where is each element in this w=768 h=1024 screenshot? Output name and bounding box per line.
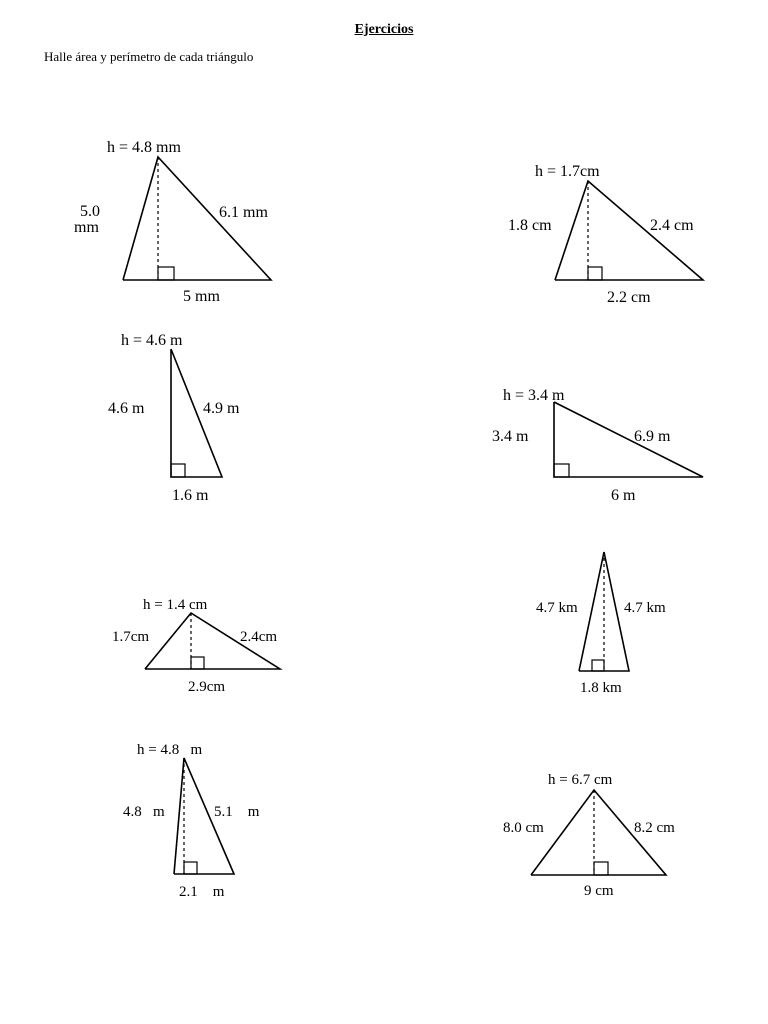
t5-side-label-right: 2.4cm (240, 629, 278, 645)
t8-base-label: 9 cm (584, 883, 614, 899)
t7-base-label: 2.1 m (179, 884, 225, 900)
t7-side-label-left: 4.8 m (123, 804, 165, 820)
t6-side-label-left: 4.7 km (536, 600, 578, 616)
t1-side-label-left: 5.0 (80, 203, 100, 220)
t1-side-label-left-unit: mm (74, 219, 99, 236)
t1-side-label-right: 6.1 mm (219, 204, 268, 221)
t3-base-label: 1.6 m (172, 487, 209, 504)
t5-height-label: h = 1.4 cm (143, 597, 208, 613)
t2-height-label: h = 1.7cm (535, 163, 600, 180)
page-title: Ejercicios (354, 22, 414, 37)
t8-side-label-left: 8.0 cm (503, 820, 544, 836)
t1-base-label: 5 mm (183, 288, 220, 305)
t5-side-label-left: 1.7cm (112, 629, 150, 645)
instructions-text: Halle área y perímetro de cada triángulo (44, 49, 254, 64)
t3-side-label-right: 4.9 m (203, 400, 240, 417)
t1-height-label: h = 4.8 mm (107, 139, 181, 156)
t6-side-label-right: 4.7 km (624, 600, 666, 616)
t7-side-label-right: 5.1 m (214, 804, 260, 820)
t4-height-label: h = 3.4 m (503, 387, 565, 404)
t2-side-label-left: 1.8 cm (508, 217, 552, 234)
t2-side-label-right: 2.4 cm (650, 217, 694, 234)
t7-height-label: h = 4.8 m (137, 742, 203, 758)
t8-height-label: h = 6.7 cm (548, 772, 613, 788)
t8-side-label-right: 8.2 cm (634, 820, 675, 836)
t2-base-label: 2.2 cm (607, 289, 651, 306)
t4-base-label: 6 m (611, 487, 636, 504)
triangle-4 (554, 402, 703, 477)
t3-side-label-left: 4.6 m (108, 400, 145, 417)
triangle-6 (579, 552, 629, 671)
t6-base-label: 1.8 km (580, 680, 622, 696)
t4-side-label-left: 3.4 m (492, 428, 529, 445)
t4-side-label-right: 6.9 m (634, 428, 671, 445)
t3-height-label: h = 4.6 m (121, 332, 183, 349)
t5-base-label: 2.9cm (188, 679, 226, 695)
